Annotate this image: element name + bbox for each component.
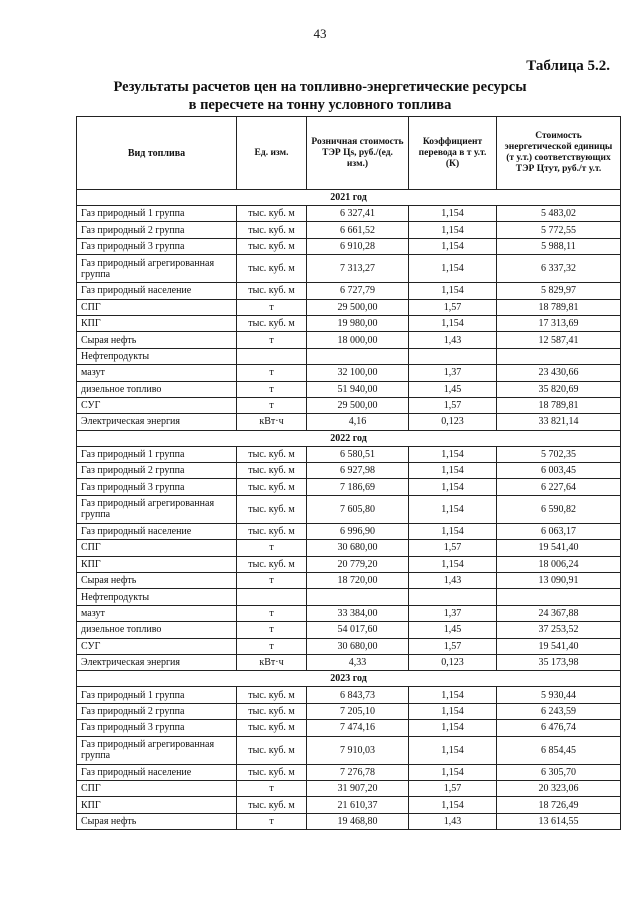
header-unit-cost: Стоимость энергетической единицы (т у.т.) соответствующих ТЭР Цтут, руб./т у.т. [497, 117, 621, 190]
price-cell: 6 580,51 [307, 446, 409, 462]
cost-cell [497, 589, 621, 605]
fuel-name-cell: СПГ [77, 540, 237, 556]
cost-cell: 13 090,91 [497, 573, 621, 589]
unit-cell: т [237, 381, 307, 397]
unit-cell: т [237, 638, 307, 654]
coefficient-cell: 1,43 [409, 332, 497, 348]
cost-cell: 19 541,40 [497, 638, 621, 654]
fuel-name-cell: КПГ [77, 797, 237, 813]
cost-cell: 12 587,41 [497, 332, 621, 348]
table-row [77, 479, 621, 495]
fuel-name-cell: СПГ [77, 780, 237, 796]
cost-cell: 5 483,02 [497, 206, 621, 222]
fuel-name-cell: Газ природный агрегированная группа [77, 736, 237, 764]
unit-cell: тыс. куб. м [237, 238, 307, 254]
coefficient-cell: 1,154 [409, 206, 497, 222]
table-row [77, 780, 621, 796]
fuel-name-cell: СПГ [77, 299, 237, 315]
price-cell: 6 727,79 [307, 283, 409, 299]
fuel-name-cell: Сырая нефть [77, 573, 237, 589]
unit-cell: т [237, 540, 307, 556]
unit-cell: тыс. куб. м [237, 315, 307, 331]
unit-cell: тыс. куб. м [237, 764, 307, 780]
cost-cell: 37 253,52 [497, 622, 621, 638]
table-row [77, 283, 621, 299]
fuel-name-cell: Газ природный 1 группа [77, 206, 237, 222]
cost-cell: 6 227,64 [497, 479, 621, 495]
unit-cell: т [237, 299, 307, 315]
price-cell: 7 276,78 [307, 764, 409, 780]
year-label: 2021 год [77, 190, 621, 206]
unit-cell: т [237, 605, 307, 621]
coefficient-cell [409, 589, 497, 605]
coefficient-cell: 1,154 [409, 736, 497, 764]
coefficient-cell: 1,154 [409, 238, 497, 254]
price-cell [307, 348, 409, 364]
fuel-name-cell: КПГ [77, 315, 237, 331]
unit-cell [237, 348, 307, 364]
cost-cell: 6 063,17 [497, 523, 621, 539]
table-title [0, 78, 640, 114]
cost-cell: 5 702,35 [497, 446, 621, 462]
unit-cell: т [237, 365, 307, 381]
cost-cell: 18 789,81 [497, 299, 621, 315]
table-row [77, 523, 621, 539]
table-row [77, 381, 621, 397]
cost-cell: 13 614,55 [497, 813, 621, 829]
unit-cell: т [237, 573, 307, 589]
price-cell: 33 384,00 [307, 605, 409, 621]
coefficient-cell: 0,123 [409, 414, 497, 430]
fuel-name-cell: СУГ [77, 397, 237, 413]
fuel-name-cell: СУГ [77, 638, 237, 654]
coefficient-cell: 1,154 [409, 315, 497, 331]
table-row [77, 573, 621, 589]
table-row [77, 764, 621, 780]
coefficient-cell: 1,154 [409, 797, 497, 813]
price-cell: 32 100,00 [307, 365, 409, 381]
coefficient-cell: 1,154 [409, 283, 497, 299]
coefficient-cell: 1,154 [409, 703, 497, 719]
price-cell: 7 474,16 [307, 720, 409, 736]
unit-cell: тыс. куб. м [237, 206, 307, 222]
unit-cell [237, 589, 307, 605]
fuel-name-cell: Газ природный 1 группа [77, 446, 237, 462]
table-row [77, 797, 621, 813]
fuel-name-cell: Газ природный население [77, 523, 237, 539]
price-cell: 19 468,80 [307, 813, 409, 829]
table-row [77, 365, 621, 381]
table-row [77, 397, 621, 413]
coefficient-cell: 1,154 [409, 523, 497, 539]
coefficient-cell: 1,43 [409, 813, 497, 829]
table-row [77, 540, 621, 556]
fuel-name-cell: Газ природный население [77, 764, 237, 780]
fuel-name-cell: Газ природный 1 группа [77, 687, 237, 703]
table-row [77, 463, 621, 479]
unit-cell: тыс. куб. м [237, 687, 307, 703]
cost-cell: 6 337,32 [497, 255, 621, 283]
price-cell: 7 605,80 [307, 495, 409, 523]
coefficient-cell: 1,57 [409, 780, 497, 796]
price-cell: 6 661,52 [307, 222, 409, 238]
fuel-name-cell: дизельное топливо [77, 622, 237, 638]
cost-cell: 19 541,40 [497, 540, 621, 556]
fuel-name-cell: Газ природный 3 группа [77, 720, 237, 736]
coefficient-cell: 1,154 [409, 764, 497, 780]
unit-cell: т [237, 397, 307, 413]
table-row [77, 638, 621, 654]
price-cell: 7 186,69 [307, 479, 409, 495]
cost-cell: 6 590,82 [497, 495, 621, 523]
table-row [77, 703, 621, 719]
coefficient-cell: 1,154 [409, 720, 497, 736]
table-row [77, 332, 621, 348]
price-cell [307, 589, 409, 605]
coefficient-cell: 1,57 [409, 299, 497, 315]
cost-cell [497, 348, 621, 364]
table-row [77, 720, 621, 736]
price-cell: 6 910,28 [307, 238, 409, 254]
year-label: 2022 год [77, 430, 621, 446]
fuel-name-cell: мазут [77, 365, 237, 381]
table-row [77, 687, 621, 703]
price-cell: 20 779,20 [307, 556, 409, 572]
coefficient-cell: 0,123 [409, 654, 497, 670]
price-cell: 6 927,98 [307, 463, 409, 479]
year-row [77, 190, 621, 206]
unit-cell: т [237, 332, 307, 348]
fuel-name-cell: Сырая нефть [77, 332, 237, 348]
cost-cell: 6 854,45 [497, 736, 621, 764]
price-cell: 4,33 [307, 654, 409, 670]
table-row [77, 622, 621, 638]
coefficient-cell: 1,37 [409, 605, 497, 621]
table-row [77, 414, 621, 430]
price-cell: 51 940,00 [307, 381, 409, 397]
price-cell: 30 680,00 [307, 540, 409, 556]
unit-cell: тыс. куб. м [237, 720, 307, 736]
cost-cell: 17 313,69 [497, 315, 621, 331]
unit-cell: т [237, 622, 307, 638]
fuel-name-cell: мазут [77, 605, 237, 621]
unit-cell: тыс. куб. м [237, 797, 307, 813]
cost-cell: 18 006,24 [497, 556, 621, 572]
cost-cell: 18 789,81 [497, 397, 621, 413]
unit-cell: тыс. куб. м [237, 703, 307, 719]
coefficient-cell: 1,154 [409, 446, 497, 462]
table-row [77, 654, 621, 670]
page-number: 43 [313, 26, 327, 41]
unit-cell: тыс. куб. м [237, 222, 307, 238]
coefficient-cell: 1,154 [409, 556, 497, 572]
coefficient-cell: 1,57 [409, 397, 497, 413]
table-row [77, 238, 621, 254]
fuel-name-cell: Газ природный агрегированная группа [77, 255, 237, 283]
cost-cell: 35 820,69 [497, 381, 621, 397]
fuel-price-table [76, 116, 621, 830]
price-cell: 21 610,37 [307, 797, 409, 813]
year-label: 2023 год [77, 671, 621, 687]
fuel-name-cell: Нефтепродукты [77, 348, 237, 364]
price-cell: 7 910,03 [307, 736, 409, 764]
unit-cell: тыс. куб. м [237, 446, 307, 462]
fuel-name-cell: Газ природный население [77, 283, 237, 299]
title-line-2: в пересчете на тонну условного топлива [188, 97, 452, 113]
table-row [77, 589, 621, 605]
table-header-row [77, 117, 621, 190]
table-row [77, 299, 621, 315]
price-cell: 18 720,00 [307, 573, 409, 589]
fuel-name-cell: Газ природный 2 группа [77, 703, 237, 719]
price-cell: 29 500,00 [307, 299, 409, 315]
price-cell: 29 500,00 [307, 397, 409, 413]
coefficient-cell: 1,154 [409, 222, 497, 238]
unit-cell: т [237, 780, 307, 796]
price-cell: 18 000,00 [307, 332, 409, 348]
table-row [77, 348, 621, 364]
coefficient-cell: 1,154 [409, 255, 497, 283]
unit-cell: тыс. куб. м [237, 495, 307, 523]
unit-cell: тыс. куб. м [237, 479, 307, 495]
table-row [77, 736, 621, 764]
unit-cell: тыс. куб. м [237, 255, 307, 283]
cost-cell: 20 323,06 [497, 780, 621, 796]
cost-cell: 23 430,66 [497, 365, 621, 381]
cost-cell: 5 988,11 [497, 238, 621, 254]
price-cell: 19 980,00 [307, 315, 409, 331]
coefficient-cell: 1,154 [409, 495, 497, 523]
price-cell: 6 996,90 [307, 523, 409, 539]
fuel-name-cell: Газ природный 3 группа [77, 238, 237, 254]
coefficient-cell: 1,57 [409, 638, 497, 654]
table-label: Таблица 5.2. [526, 58, 610, 74]
price-cell: 54 017,60 [307, 622, 409, 638]
table-row [77, 222, 621, 238]
fuel-name-cell: дизельное топливо [77, 381, 237, 397]
cost-cell: 18 726,49 [497, 797, 621, 813]
coefficient-cell: 1,45 [409, 381, 497, 397]
unit-cell: тыс. куб. м [237, 463, 307, 479]
cost-cell: 6 003,45 [497, 463, 621, 479]
coefficient-cell: 1,45 [409, 622, 497, 638]
cost-cell: 5 829,97 [497, 283, 621, 299]
title-line-1: Результаты расчетов цен на топливно-энергетические ресурсы [113, 79, 527, 95]
year-row [77, 430, 621, 446]
coefficient-cell: 1,154 [409, 463, 497, 479]
unit-cell: тыс. куб. м [237, 523, 307, 539]
header-fuel-type: Вид топлива [77, 117, 237, 190]
price-cell: 7 205,10 [307, 703, 409, 719]
fuel-name-cell: Газ природный 2 группа [77, 463, 237, 479]
coefficient-cell: 1,154 [409, 687, 497, 703]
coefficient-cell: 1,154 [409, 479, 497, 495]
fuel-name-cell: Электрическая энергия [77, 414, 237, 430]
cost-cell: 6 243,59 [497, 703, 621, 719]
price-cell: 6 327,41 [307, 206, 409, 222]
unit-cell: тыс. куб. м [237, 556, 307, 572]
unit-cell: т [237, 813, 307, 829]
fuel-name-cell: Электрическая энергия [77, 654, 237, 670]
cost-cell: 35 173,98 [497, 654, 621, 670]
coefficient-cell: 1,57 [409, 540, 497, 556]
table-row [77, 495, 621, 523]
price-cell: 6 843,73 [307, 687, 409, 703]
table-row [77, 315, 621, 331]
header-unit: Ед. изм. [237, 117, 307, 190]
header-retail-price: Розничная стоимость ТЭР Цs, руб./(ед. изм.) [307, 117, 409, 190]
table-row [77, 206, 621, 222]
table-row [77, 446, 621, 462]
cost-cell: 33 821,14 [497, 414, 621, 430]
price-cell: 30 680,00 [307, 638, 409, 654]
price-cell: 7 313,27 [307, 255, 409, 283]
header-conversion-coefficient: Коэффициент перевода в т у.т. (К) [409, 117, 497, 190]
unit-cell: кВт·ч [237, 414, 307, 430]
fuel-name-cell: Сырая нефть [77, 813, 237, 829]
fuel-name-cell: Газ природный агрегированная группа [77, 495, 237, 523]
fuel-name-cell: КПГ [77, 556, 237, 572]
cost-cell: 5 930,44 [497, 687, 621, 703]
unit-cell: кВт·ч [237, 654, 307, 670]
fuel-name-cell: Нефтепродукты [77, 589, 237, 605]
coefficient-cell: 1,43 [409, 573, 497, 589]
cost-cell: 6 305,70 [497, 764, 621, 780]
price-cell: 4,16 [307, 414, 409, 430]
table-row [77, 813, 621, 829]
fuel-name-cell: Газ природный 3 группа [77, 479, 237, 495]
unit-cell: тыс. куб. м [237, 283, 307, 299]
table-row [77, 255, 621, 283]
year-row [77, 671, 621, 687]
fuel-name-cell: Газ природный 2 группа [77, 222, 237, 238]
cost-cell: 6 476,74 [497, 720, 621, 736]
price-cell: 31 907,20 [307, 780, 409, 796]
cost-cell: 5 772,55 [497, 222, 621, 238]
coefficient-cell: 1,37 [409, 365, 497, 381]
cost-cell: 24 367,88 [497, 605, 621, 621]
coefficient-cell [409, 348, 497, 364]
table-row [77, 605, 621, 621]
unit-cell: тыс. куб. м [237, 736, 307, 764]
table-body [77, 190, 621, 830]
table-row [77, 556, 621, 572]
